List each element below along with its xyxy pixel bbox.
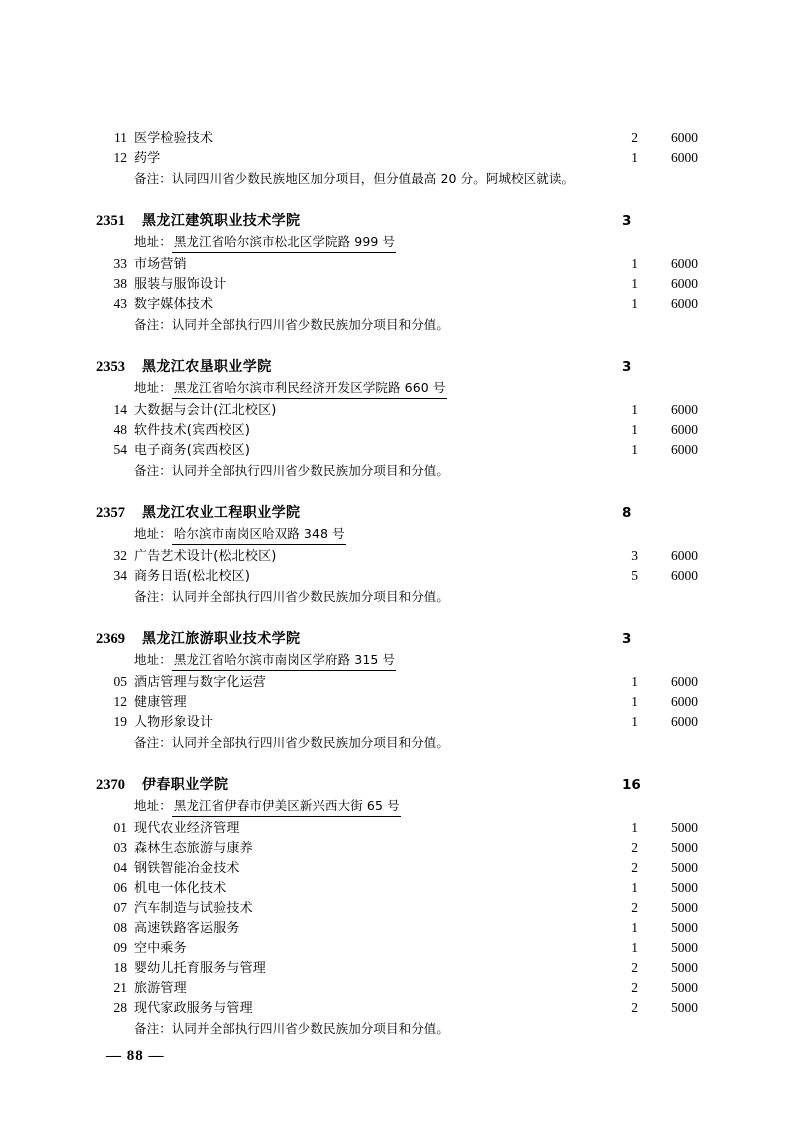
major-name: 现代家政服务与管理 — [134, 1001, 253, 1016]
major-list — [96, 818, 698, 1018]
school-header — [96, 628, 698, 650]
major-row — [96, 294, 698, 314]
school-total-plan: 3 — [622, 631, 632, 647]
major-tuition-fee: 5000 — [671, 940, 698, 955]
major-tuition-fee: 6000 — [671, 150, 698, 165]
major-code: 19 — [113, 714, 127, 729]
continued-major-list — [96, 128, 698, 168]
major-row — [96, 566, 698, 586]
school-note: 备注：认同并全部执行四川省少数民族加分项目和分值。 — [134, 317, 450, 332]
major-name: 森林生态旅游与康养 — [134, 841, 253, 856]
major-name: 商务日语(松北校区) — [134, 569, 251, 584]
major-code: 03 — [113, 840, 127, 855]
major-row — [96, 274, 698, 294]
major-tuition-fee: 5000 — [671, 840, 698, 855]
major-tuition-fee: 5000 — [671, 980, 698, 995]
address-value: 黑龙江省哈尔滨市南岗区学府路 315 号 — [172, 650, 396, 671]
major-name: 旅游管理 — [134, 981, 187, 996]
page-footer — [0, 1047, 794, 1065]
major-name: 高速铁路客运服务 — [134, 921, 240, 936]
school-address — [134, 796, 698, 817]
major-tuition-fee: 6000 — [671, 674, 698, 689]
school-code: 2353 — [96, 359, 125, 375]
major-plan-count: 1 — [631, 276, 638, 291]
major-name: 婴幼儿托育服务与管理 — [134, 961, 267, 976]
major-name: 汽车制造与试验技术 — [134, 901, 253, 916]
school-note: 备注：认同并全部执行四川省少数民族加分项目和分值。 — [134, 589, 450, 604]
major-plan-count: 1 — [631, 694, 638, 709]
major-plan-count: 3 — [631, 548, 638, 563]
school-block — [96, 774, 698, 1038]
major-row — [96, 148, 698, 168]
major-tuition-fee: 5000 — [671, 900, 698, 915]
address-label: 地址： — [134, 526, 172, 541]
major-code: 05 — [113, 674, 127, 689]
major-name: 健康管理 — [134, 695, 187, 710]
school-total-plan: 3 — [622, 213, 632, 229]
major-name: 钢铁智能冶金技术 — [134, 861, 240, 876]
school-total-plan: 8 — [622, 505, 632, 521]
major-plan-count: 1 — [631, 714, 638, 729]
major-row — [96, 692, 698, 712]
major-plan-count: 1 — [631, 422, 638, 437]
major-plan-count: 2 — [631, 840, 638, 855]
address-value: 黑龙江省伊春市伊美区新兴西大街 65 号 — [172, 796, 401, 817]
major-row — [96, 978, 698, 998]
major-tuition-fee: 6000 — [671, 548, 698, 563]
major-code: 14 — [113, 402, 127, 417]
major-name: 市场营销 — [134, 257, 187, 272]
major-plan-count: 1 — [631, 150, 638, 165]
address-label: 地址： — [134, 234, 172, 249]
major-plan-count: 1 — [631, 820, 638, 835]
major-list — [96, 546, 698, 586]
page-content — [96, 128, 698, 1038]
major-tuition-fee: 6000 — [671, 694, 698, 709]
major-row — [96, 420, 698, 440]
major-row — [96, 938, 698, 958]
major-tuition-fee: 6000 — [671, 296, 698, 311]
school-address — [134, 378, 698, 399]
school-block — [96, 502, 698, 606]
major-name: 空中乘务 — [134, 941, 187, 956]
major-code: 54 — [113, 442, 127, 457]
address-label: 地址： — [134, 380, 172, 395]
school-header — [96, 774, 698, 796]
major-plan-count: 1 — [631, 256, 638, 271]
address-value: 黑龙江省哈尔滨市利民经济开发区学院路 660 号 — [172, 378, 447, 399]
major-code: 32 — [113, 548, 127, 563]
major-code: 09 — [113, 940, 127, 955]
major-plan-count: 2 — [631, 980, 638, 995]
major-plan-count: 1 — [631, 296, 638, 311]
school-code: 2357 — [96, 505, 125, 521]
school-code: 2369 — [96, 631, 125, 647]
major-code: 21 — [113, 980, 127, 995]
major-code: 01 — [113, 820, 127, 835]
major-code: 11 — [114, 130, 127, 145]
school-address — [134, 232, 698, 253]
major-row — [96, 672, 698, 692]
major-name: 数字媒体技术 — [134, 297, 214, 312]
major-code: 08 — [113, 920, 127, 935]
address-label: 地址： — [134, 798, 172, 813]
school-name: 黑龙江农业工程职业学院 — [142, 505, 301, 521]
major-name: 广告艺术设计(松北校区) — [134, 549, 277, 564]
major-name: 人物形象设计 — [134, 715, 214, 730]
major-tuition-fee: 6000 — [671, 714, 698, 729]
major-list — [96, 400, 698, 460]
school-address — [134, 650, 698, 671]
major-row — [96, 712, 698, 732]
major-name: 大数据与会计(江北校区) — [134, 403, 277, 418]
major-plan-count: 2 — [631, 900, 638, 915]
major-tuition-fee: 6000 — [671, 568, 698, 583]
major-plan-count: 1 — [631, 402, 638, 417]
major-code: 12 — [113, 150, 127, 165]
major-row — [96, 958, 698, 978]
major-code: 04 — [113, 860, 127, 875]
major-code: 38 — [113, 276, 127, 291]
major-plan-count: 2 — [631, 1000, 638, 1015]
major-tuition-fee: 6000 — [671, 422, 698, 437]
major-name: 药学 — [134, 151, 161, 166]
major-plan-count: 1 — [631, 442, 638, 457]
major-plan-count: 2 — [631, 960, 638, 975]
major-row — [96, 254, 698, 274]
school-block — [96, 628, 698, 752]
major-plan-count: 1 — [631, 880, 638, 895]
major-code: 28 — [113, 1000, 127, 1015]
school-total-plan: 3 — [622, 359, 632, 375]
major-plan-count: 2 — [631, 130, 638, 145]
major-tuition-fee: 5000 — [671, 920, 698, 935]
school-address — [134, 524, 698, 545]
major-tuition-fee: 6000 — [671, 130, 698, 145]
major-code: 48 — [113, 422, 127, 437]
school-name: 黑龙江农垦职业学院 — [142, 359, 272, 375]
major-list — [96, 672, 698, 732]
school-name: 黑龙江旅游职业技术学院 — [142, 631, 301, 647]
major-name: 现代农业经济管理 — [134, 821, 240, 836]
major-row — [96, 898, 698, 918]
major-tuition-fee: 5000 — [671, 880, 698, 895]
major-list — [96, 254, 698, 314]
school-block — [96, 210, 698, 334]
major-code: 06 — [113, 880, 127, 895]
major-tuition-fee: 5000 — [671, 960, 698, 975]
major-plan-count: 5 — [631, 568, 638, 583]
major-code: 33 — [113, 256, 127, 271]
major-code: 07 — [113, 900, 127, 915]
major-plan-count: 1 — [631, 940, 638, 955]
major-name: 酒店管理与数字化运营 — [134, 675, 267, 690]
major-tuition-fee: 6000 — [671, 256, 698, 271]
major-tuition-fee: 6000 — [671, 442, 698, 457]
major-plan-count: 2 — [631, 860, 638, 875]
major-row — [96, 546, 698, 566]
major-tuition-fee: 6000 — [671, 402, 698, 417]
continued-note: 备注：认同四川省少数民族地区加分项目，但分值最高 20 分。阿城校区就读。 — [134, 171, 575, 186]
major-tuition-fee: 6000 — [671, 276, 698, 291]
major-row — [96, 918, 698, 938]
major-plan-count: 1 — [631, 674, 638, 689]
school-header — [96, 502, 698, 524]
school-code: 2370 — [96, 777, 125, 793]
school-header — [96, 356, 698, 378]
major-name: 软件技术(宾西校区) — [134, 423, 251, 438]
major-row — [96, 838, 698, 858]
major-plan-count: 1 — [631, 920, 638, 935]
major-row — [96, 818, 698, 838]
school-block — [96, 356, 698, 480]
major-code: 43 — [113, 296, 127, 311]
major-code: 34 — [113, 568, 127, 583]
major-tuition-fee: 5000 — [671, 820, 698, 835]
major-row — [96, 440, 698, 460]
school-name: 黑龙江建筑职业技术学院 — [142, 213, 301, 229]
major-code: 12 — [113, 694, 127, 709]
school-total-plan: 16 — [622, 777, 641, 793]
major-row — [96, 998, 698, 1018]
school-list — [96, 210, 698, 1038]
major-name: 电子商务(宾西校区) — [134, 443, 251, 458]
major-name: 机电一体化技术 — [134, 881, 227, 896]
school-note: 备注：认同并全部执行四川省少数民族加分项目和分值。 — [134, 1021, 450, 1036]
major-tuition-fee: 5000 — [671, 860, 698, 875]
address-value: 黑龙江省哈尔滨市松北区学院路 999 号 — [172, 232, 396, 253]
major-name: 服装与服饰设计 — [134, 277, 227, 292]
major-code: 18 — [113, 960, 127, 975]
major-tuition-fee: 5000 — [671, 1000, 698, 1015]
major-name: 医学检验技术 — [134, 131, 214, 146]
major-row — [96, 128, 698, 148]
school-note: 备注：认同并全部执行四川省少数民族加分项目和分值。 — [134, 463, 450, 478]
major-row — [96, 400, 698, 420]
address-label: 地址： — [134, 652, 172, 667]
address-value: 哈尔滨市南岗区哈双路 348 号 — [172, 524, 346, 545]
major-row — [96, 858, 698, 878]
school-header — [96, 210, 698, 232]
school-name: 伊春职业学院 — [142, 777, 229, 793]
school-code: 2351 — [96, 213, 125, 229]
school-note: 备注：认同并全部执行四川省少数民族加分项目和分值。 — [134, 735, 450, 750]
page-number: — 88 — — [106, 1048, 165, 1064]
major-row — [96, 878, 698, 898]
